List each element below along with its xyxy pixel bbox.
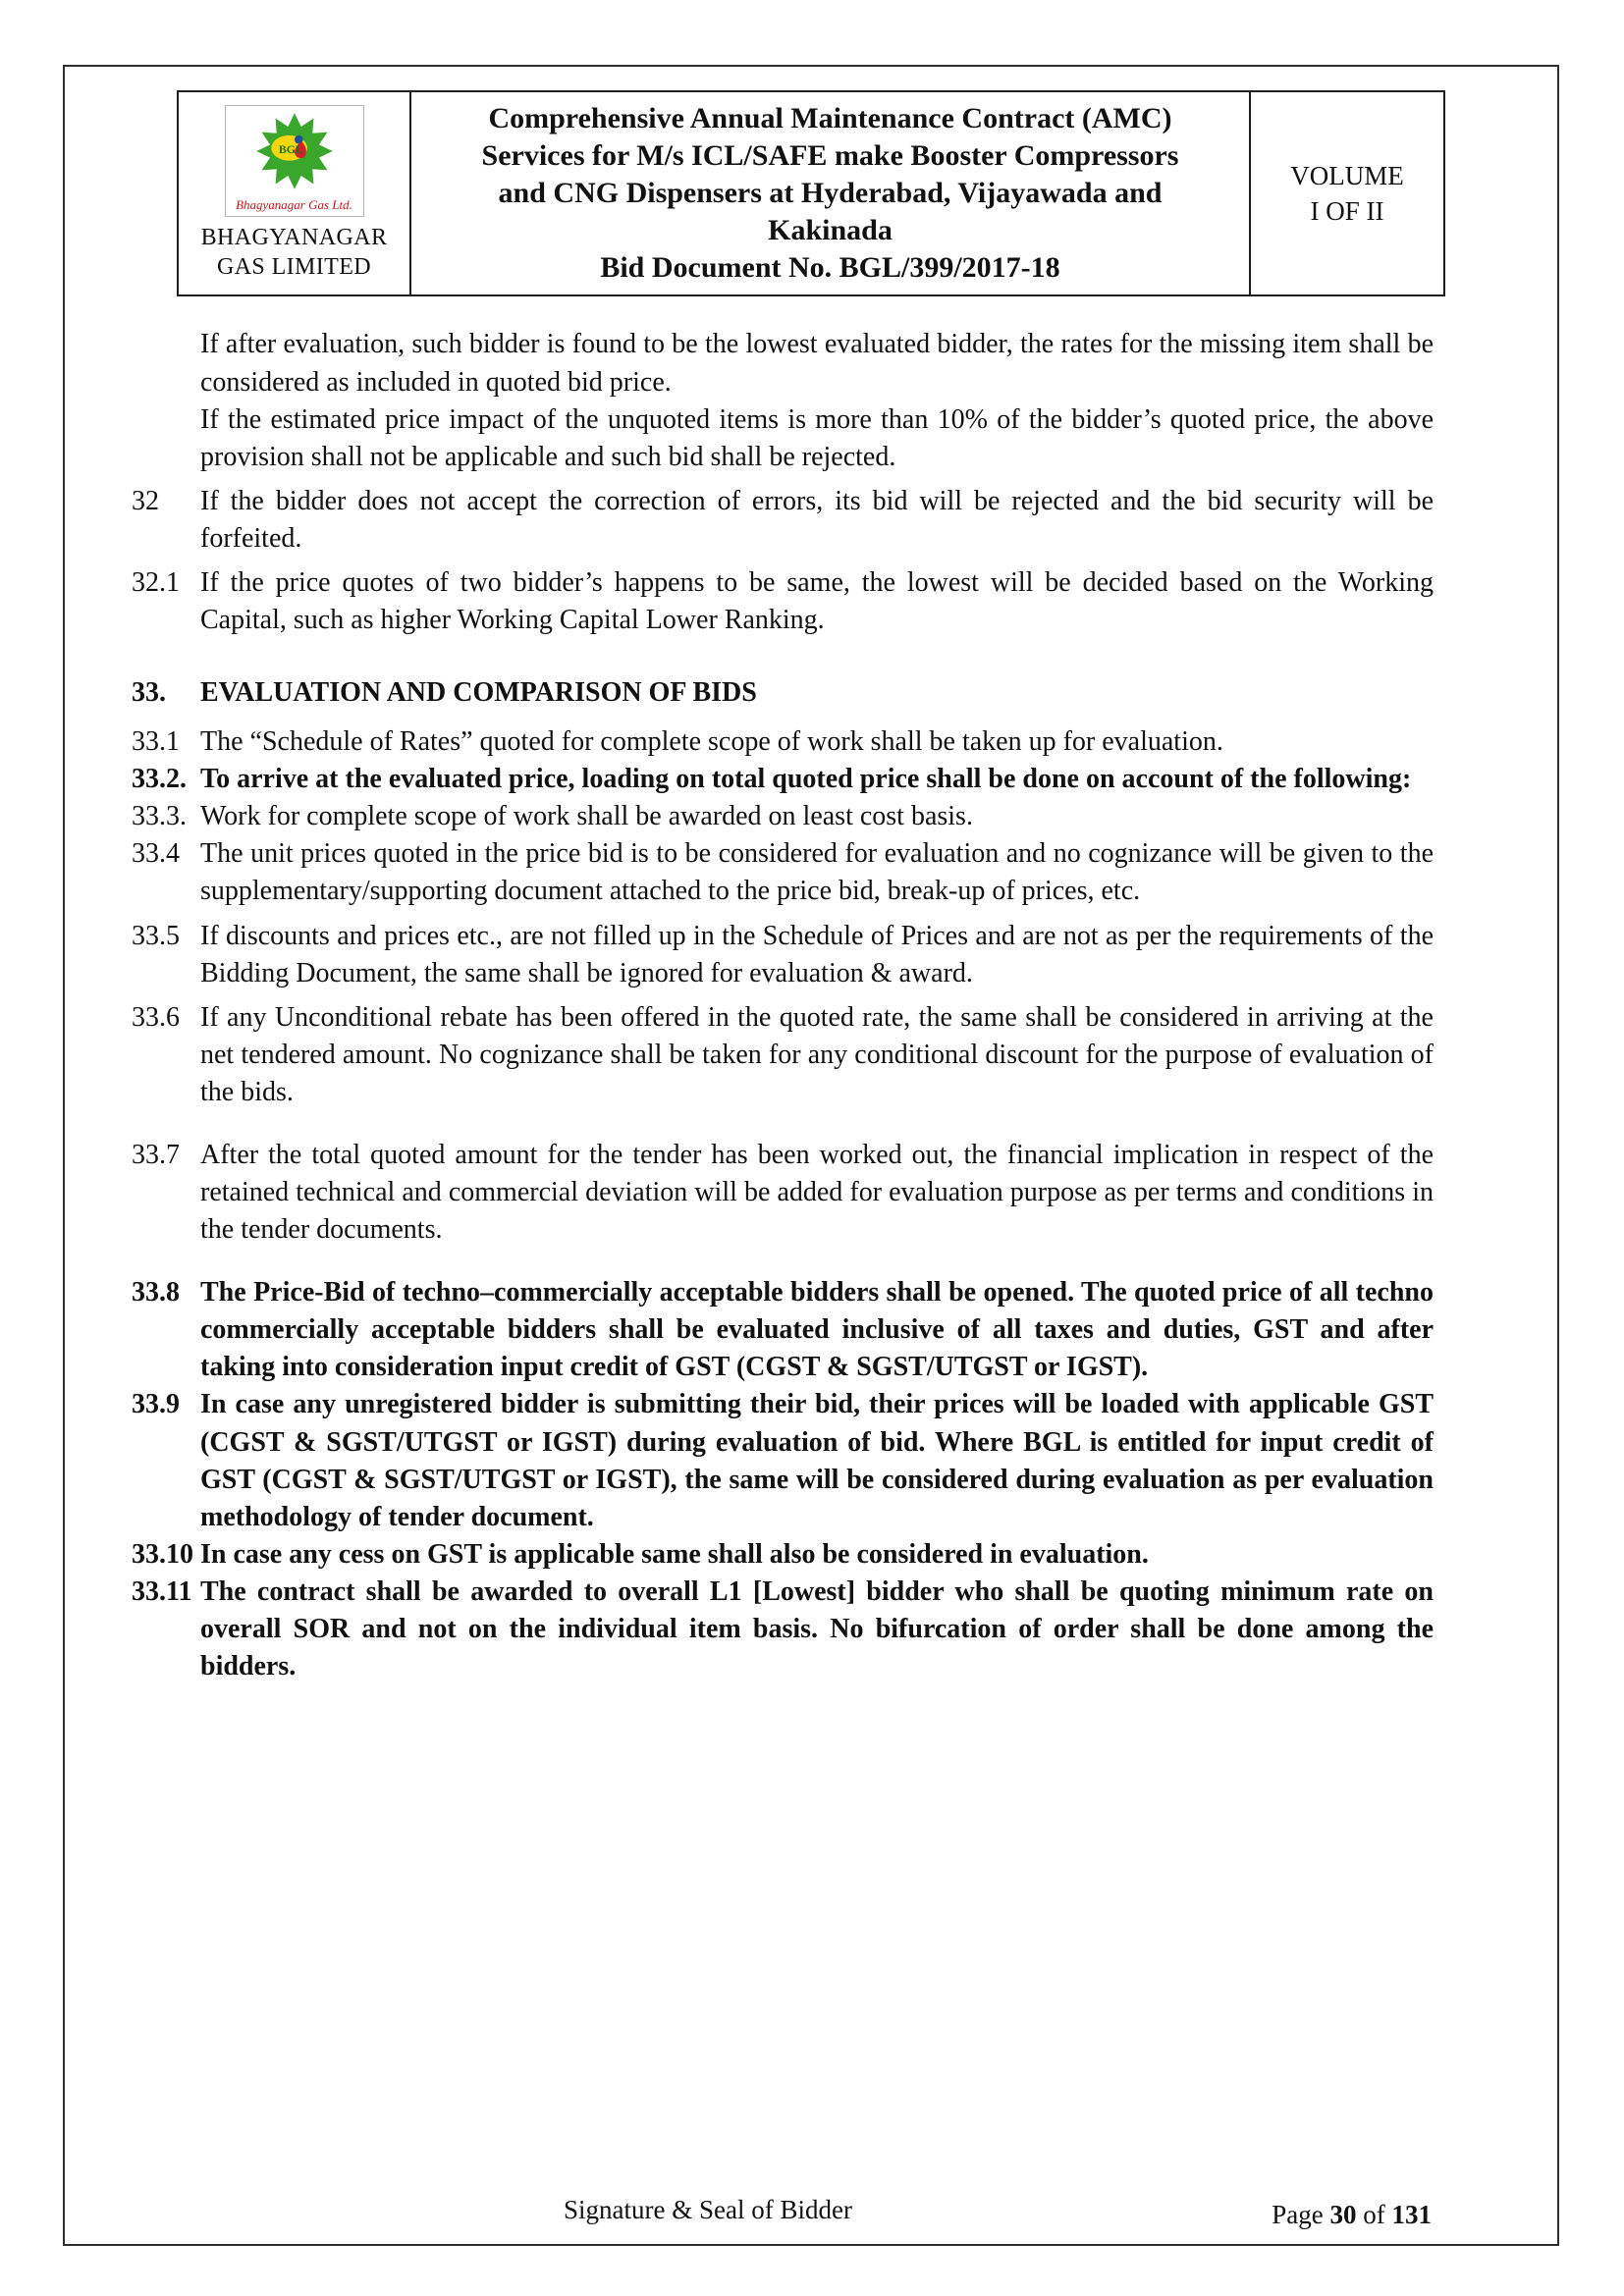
logo-caption: Bhagyanagar Gas Ltd. xyxy=(236,197,352,213)
para-text: If after evaluation, such bidder is found to be the lowest evaluated bidder, the rates for the missing item shall be considered as included in quoted bid price. xyxy=(200,329,1434,398)
para-33-6 xyxy=(132,999,1434,1111)
para-33-3 xyxy=(132,798,1434,835)
para-33-10 xyxy=(132,1536,1434,1574)
para-number: 33.10 xyxy=(132,1538,193,1570)
para-text: To arrive at the evaluated price, loading on total quoted price shall be done on account of the following: xyxy=(200,764,1412,795)
para-33-7 xyxy=(132,1137,1434,1249)
para-number: 33.5 xyxy=(132,920,180,951)
org-name-line2: GAS LIMITED xyxy=(216,254,372,281)
para-number: 33.1 xyxy=(132,726,180,758)
para-intro-2 xyxy=(132,401,1434,476)
para-33-4 xyxy=(132,835,1434,910)
para-number: 33.3. xyxy=(132,801,187,832)
page-current: 30 xyxy=(1329,2200,1357,2229)
doc-title-line: Kakinada xyxy=(768,214,893,247)
para-text: The contract shall be awarded to overall L1 [Lowest] bidder who shall be quoting minimum rate on overall SOR and not on the individual item basis. No bifurcation of order shall be done among the bidders. xyxy=(200,1575,1434,1682)
para-number xyxy=(132,401,200,476)
page-number xyxy=(1272,2200,1432,2230)
para-number: 32 xyxy=(132,485,159,516)
para-text: Work for complete scope of work shall be awarded on least cost basis. xyxy=(200,801,973,832)
para-text: If the bidder does not accept the correction of errors, its bid will be rejected and the bid security will be forfeited. xyxy=(200,485,1434,554)
para-number: 33.6 xyxy=(132,1001,180,1033)
para-intro-1 xyxy=(132,326,1434,400)
para-33-2 xyxy=(132,761,1434,798)
para-number: 33. xyxy=(132,677,166,709)
signature-label: Signature & Seal of Bidder xyxy=(564,2195,852,2224)
para-number: 33.11 xyxy=(132,1575,192,1607)
logo-text: BGL xyxy=(278,142,303,157)
para-33-9 xyxy=(132,1386,1434,1535)
para-number xyxy=(132,326,200,400)
bgl-logo-icon xyxy=(236,109,353,193)
para-number: 33.7 xyxy=(132,1139,180,1170)
doc-title-line: Services for M/s ICL/SAFE make Booster Compressors xyxy=(481,139,1179,173)
para-text: If discounts and prices etc., are not filled up in the Schedule of Prices and are not as per the requirements of the Bidding Document, the same shall be ignored for evaluation & award. xyxy=(200,920,1434,988)
para-text: The “Schedule of Rates” quoted for complete scope of work shall be taken up for evaluation. xyxy=(200,726,1223,758)
para-text: The Price-Bid of techno–commercially acceptable bidders shall be opened. The quoted price of all techno commercially acceptable bidders shall be evaluated inclusive of all taxes and duties, GST and after taking into consideration input credit of GST (CGST & SGST/UTGST or IGST). xyxy=(200,1277,1434,1383)
org-name-line1: BHAGYANAGAR xyxy=(200,225,388,251)
para-text: After the total quoted amount for the tender has been worked out, the financial implication in respect of the retained technical and commercial deviation will be added for evaluation purpose as per terms and conditions in the tender documents. xyxy=(200,1139,1434,1246)
para-33-8 xyxy=(132,1274,1434,1386)
volume-line1: VOLUME xyxy=(1290,160,1404,190)
org-name xyxy=(185,223,404,282)
para-text: In case any cess on GST is applicable same shall also be considered in evaluation. xyxy=(200,1538,1149,1570)
title-cell xyxy=(410,91,1250,295)
document-body xyxy=(132,326,1434,1685)
para-text: If the estimated price impact of the unquoted items is more than 10% of the bidder’s quoted price, the above provision shall not be applicable and such bid shall be rejected. xyxy=(200,403,1434,472)
volume-line2: I OF II xyxy=(1310,196,1384,227)
doc-title-line: and CNG Dispensers at Hyderabad, Vijayawada and xyxy=(498,177,1163,210)
para-text: In case any unregistered bidder is submitting their bid, their prices will be loaded with applicable GST (CGST & SGST/UTGST or IGST) during evaluation of bid. Where BGL is entitled for input credit of GST (CGST & SGST/UTGST or IGST), the same will be considered during evaluation as per evaluation methodology of tender document. xyxy=(200,1389,1434,1532)
para-number: 33.4 xyxy=(132,838,180,870)
para-number: 33.9 xyxy=(132,1389,180,1420)
para-number: 32.1 xyxy=(132,566,180,598)
footer xyxy=(132,2195,1432,2230)
logo-cell xyxy=(178,91,410,295)
doc-title-line: Comprehensive Annual Maintenance Contract (AMC) xyxy=(488,102,1172,134)
header-table xyxy=(177,90,1445,296)
para-33-11 xyxy=(132,1574,1434,1685)
page-label: Page xyxy=(1272,2200,1324,2229)
logo-box xyxy=(225,105,364,217)
para-text: The unit prices quoted in the price bid is to be considered for evaluation and no cognizance will be given to the supplementary/supporting document attached to the price bid, break-up of prices, etc. xyxy=(200,838,1434,907)
para-number: 33.2. xyxy=(132,764,187,795)
para-number: 33.8 xyxy=(132,1277,180,1308)
page-border xyxy=(63,65,1559,2246)
para-text: If any Unconditional rebate has been offered in the quoted rate, the same shall be considered in arriving at the net tendered amount. No cognizance shall be taken for any conditional discount for the purpose of evaluation of the bids. xyxy=(200,1001,1434,1107)
page-of-label: of xyxy=(1363,2200,1385,2229)
page-total: 131 xyxy=(1391,2200,1432,2229)
section-heading-33 xyxy=(132,674,1434,712)
volume-cell xyxy=(1250,91,1444,295)
para-text: If the price quotes of two bidder’s happens to be same, the lowest will be decided based on the Working Capital, such as higher Working Capital Lower Ranking. xyxy=(200,566,1434,636)
para-32 xyxy=(132,483,1434,558)
para-33-1 xyxy=(132,723,1434,761)
para-33-5 xyxy=(132,918,1434,992)
section-heading-text: EVALUATION AND COMPARISON OF BIDS xyxy=(200,677,757,709)
para-32-1 xyxy=(132,564,1434,639)
doc-number: Bid Document No. BGL/399/2017-18 xyxy=(600,251,1060,285)
